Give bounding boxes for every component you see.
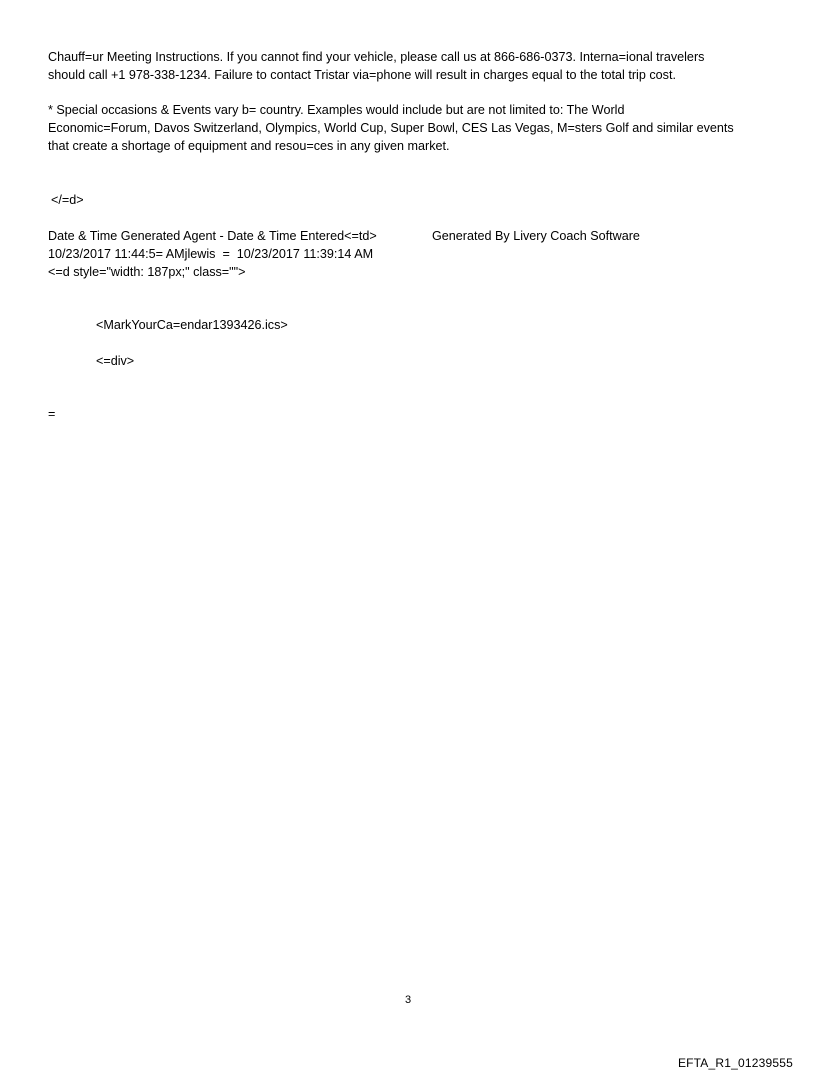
paragraph-line: should call +1 978-338-1234. Failure to contact Tristar via=phone will result in charges equal to the total trip cost. (48, 68, 676, 82)
generated-timestamp-line: 10/23/2017 11:44:5= AMjlewis = 10/23/2017 11:39:14 AM (48, 247, 374, 261)
style-tag-line: <=d style="width: 187px;" class=""> (48, 265, 246, 279)
closing-tag-text: </=d> (51, 193, 84, 207)
chauffeur-instructions-paragraph (48, 48, 772, 84)
paragraph-line: that create a shortage of equipment and resou=ces in any given market. (48, 139, 450, 153)
equals-sign-text: = (48, 407, 56, 421)
paragraph-line: Chauff=ur Meeting Instructions. If you cannot find your vehicle, please call us at 866-686-0373. Interna=ional travelers (48, 50, 705, 64)
paragraph-line: * Special occasions & Events vary b= country. Examples would include but are not limited to: The World (48, 103, 625, 117)
generated-timestamp-block (48, 227, 418, 281)
page-number: 3 (404, 994, 412, 1006)
bates-number: EFTA_R1_01239555 (677, 1056, 793, 1070)
div-tag-text: <=div> (96, 354, 135, 368)
calendar-attachment-text: <MarkYourCa=endar1393426.ics> (96, 318, 288, 332)
generated-by-text: Generated By Livery Coach Software (432, 229, 640, 243)
paragraph-line: Economic=Forum, Davos Switzerland, Olympics, World Cup, Super Bowl, CES Las Vegas, M=sters Golf and similar events (48, 121, 734, 135)
special-occasions-paragraph (48, 101, 772, 155)
generated-label-line: Date & Time Generated Agent - Date & Time Entered<=td> (48, 229, 377, 243)
